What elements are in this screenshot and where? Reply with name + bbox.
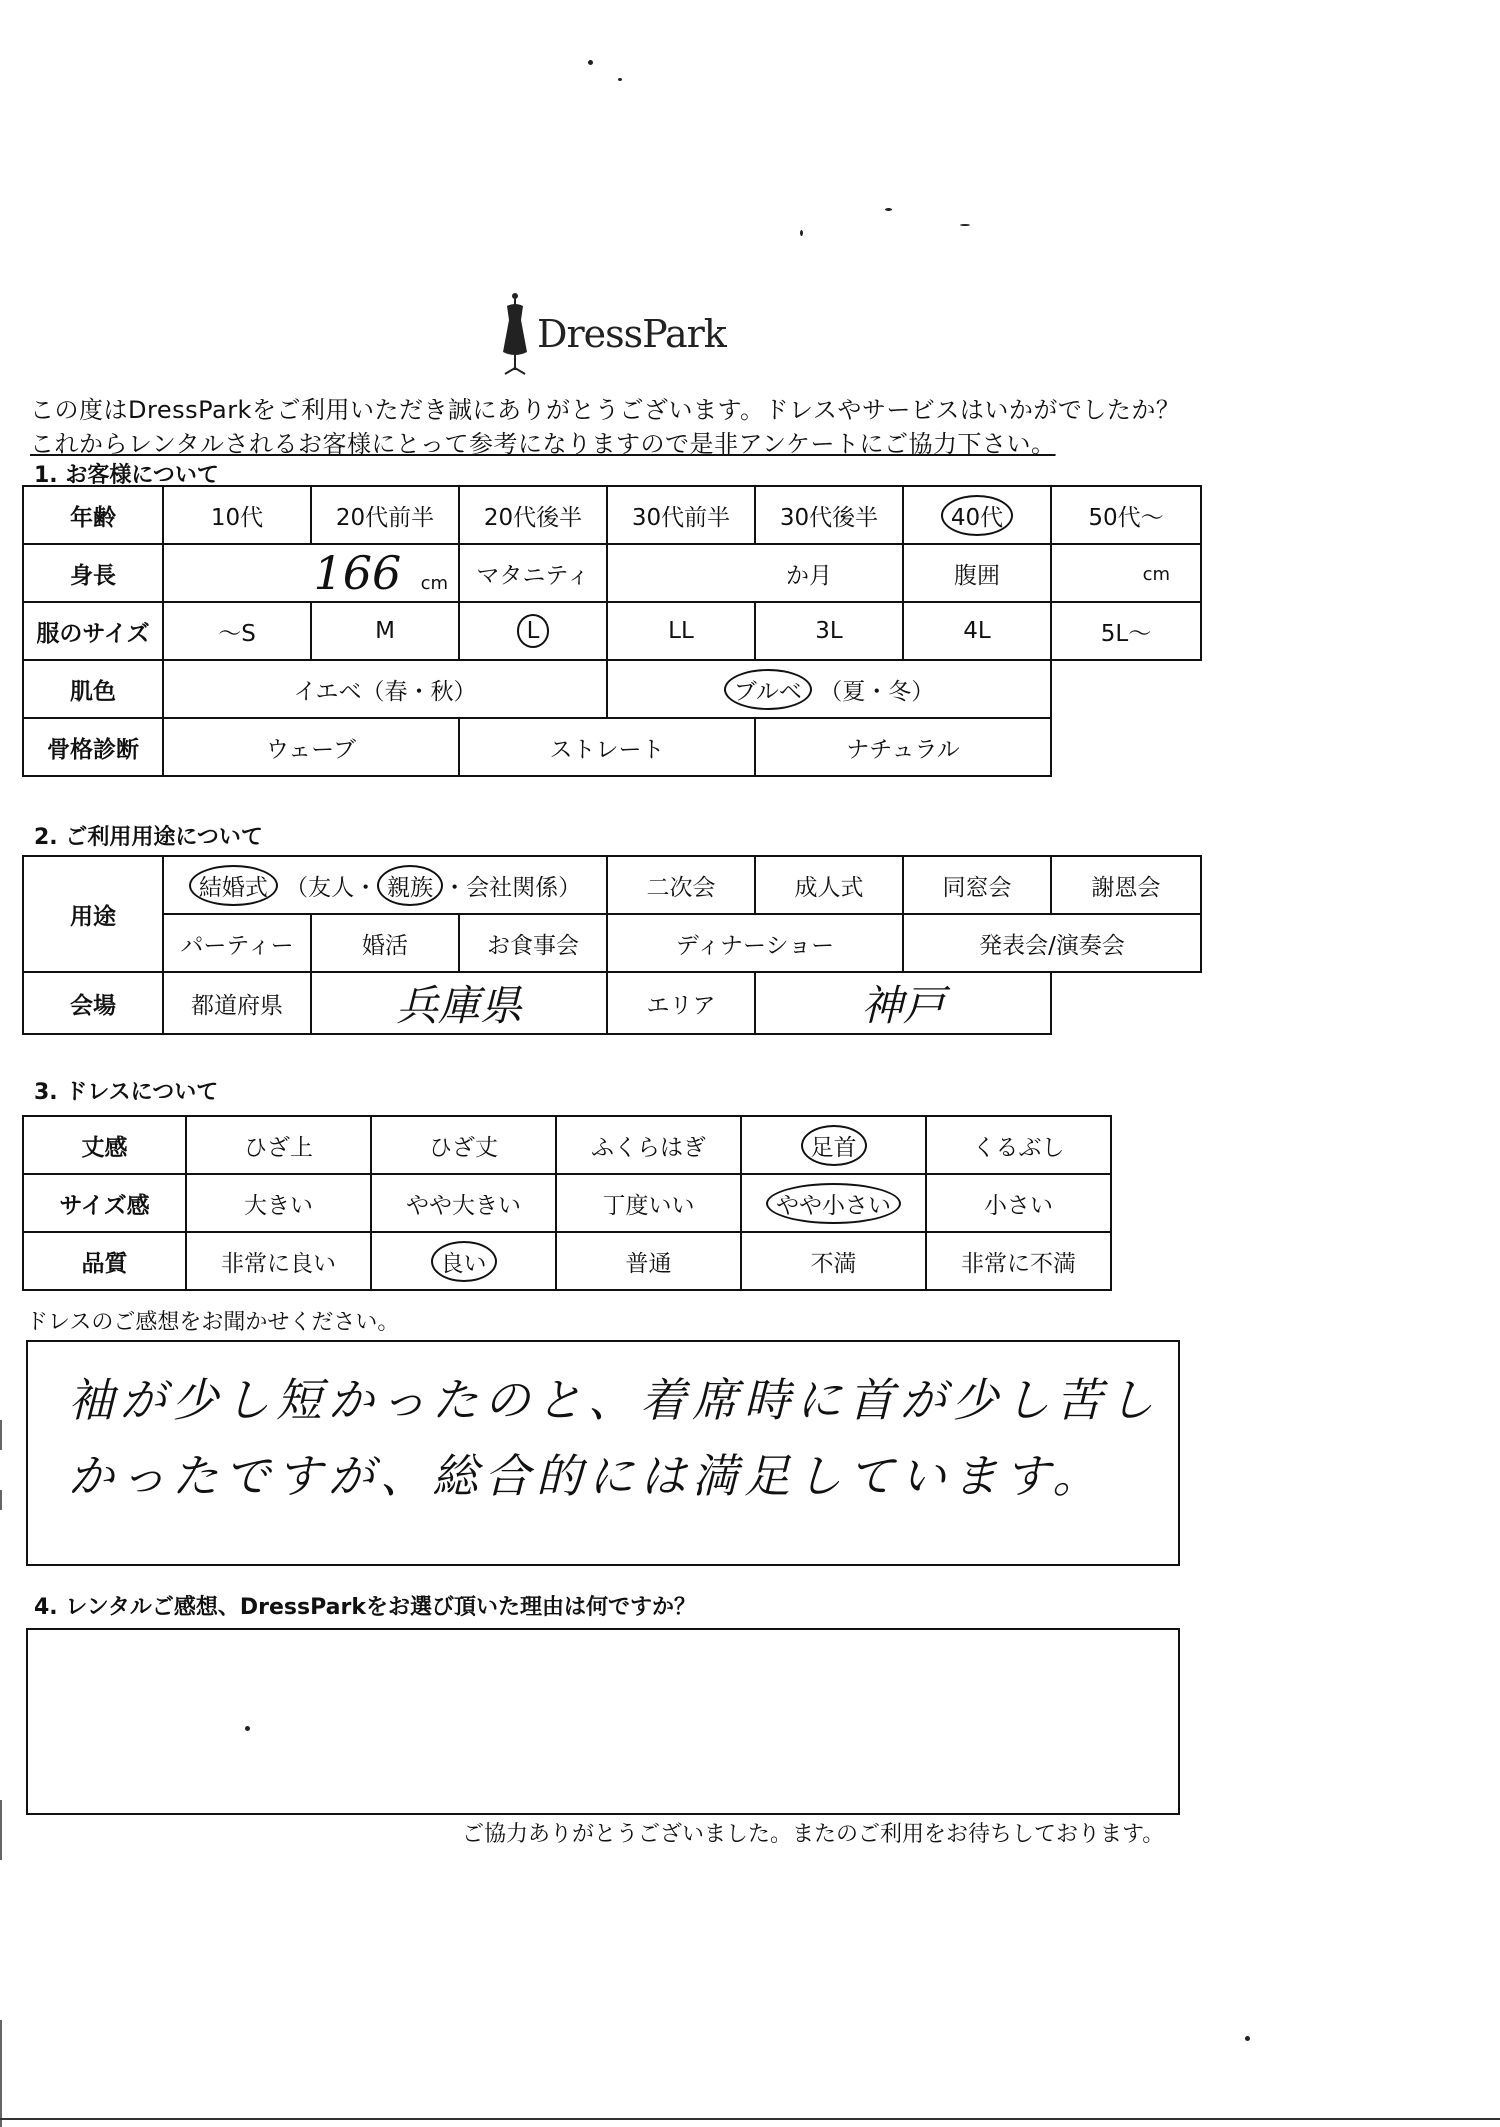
comment-line-2: かったですが、総合的には満足しています。 bbox=[68, 1449, 1105, 1503]
skin-blue-seasons: （夏・冬） bbox=[819, 678, 935, 705]
purpose-wedding[interactable] bbox=[163, 856, 607, 914]
height-value: 166 bbox=[313, 546, 402, 600]
body-type-option[interactable]: ナチュラル bbox=[755, 718, 1051, 776]
selection-circle: ブルベ bbox=[724, 669, 812, 710]
length-option[interactable]: くるぶし bbox=[926, 1116, 1111, 1174]
dress-table bbox=[22, 1115, 1112, 1291]
maternity-months-field[interactable] bbox=[607, 544, 903, 602]
purpose-option[interactable]: 二次会 bbox=[607, 856, 755, 914]
size-option[interactable]: 3L bbox=[755, 602, 903, 660]
scan-speck bbox=[1245, 2036, 1250, 2041]
purpose-option[interactable]: 謝恩会 bbox=[1051, 856, 1201, 914]
purpose-row-2 bbox=[23, 914, 1201, 972]
age-option[interactable]: 20代後半 bbox=[459, 486, 607, 544]
size-option-selected[interactable] bbox=[459, 602, 607, 660]
scan-speck bbox=[885, 208, 892, 211]
prefecture-field[interactable] bbox=[311, 972, 607, 1034]
fit-label: サイズ感 bbox=[23, 1174, 186, 1232]
purpose-option[interactable]: お食事会 bbox=[459, 914, 607, 972]
size-option[interactable]: 4L bbox=[903, 602, 1051, 660]
empty-cell bbox=[1051, 718, 1201, 776]
venue-row bbox=[23, 972, 1201, 1034]
waist-unit: cm bbox=[1142, 564, 1170, 585]
selection-circle: やや小さい bbox=[766, 1183, 901, 1224]
height-row bbox=[23, 544, 1201, 602]
body-type-option[interactable]: ウェーブ bbox=[163, 718, 459, 776]
age-option[interactable]: 20代前半 bbox=[311, 486, 459, 544]
scan-edge-mark bbox=[0, 1490, 2, 1510]
purpose-option[interactable]: 婚活 bbox=[311, 914, 459, 972]
fit-option[interactable]: 大きい bbox=[186, 1174, 371, 1232]
skin-yellow-base[interactable]: イエベ（春・秋） bbox=[163, 660, 607, 718]
size-row bbox=[23, 602, 1201, 660]
purpose-option[interactable]: 発表会/演奏会 bbox=[903, 914, 1201, 972]
height-label: 身長 bbox=[23, 544, 163, 602]
size-option[interactable]: M bbox=[311, 602, 459, 660]
age-option[interactable]: 30代後半 bbox=[755, 486, 903, 544]
section-3-title: 3. ドレスについて bbox=[34, 1080, 219, 1105]
fit-row bbox=[23, 1174, 1111, 1232]
area-field[interactable] bbox=[755, 972, 1051, 1034]
height-unit: cm bbox=[420, 573, 448, 594]
intro-line-2: これからレンタルされるお客様にとって参考になりますので是非アンケートにご協力下さい。 bbox=[30, 430, 1056, 458]
area-label: エリア bbox=[607, 972, 755, 1034]
brand-name: DressPark bbox=[537, 312, 726, 356]
section-1-title: 1. お客様について bbox=[34, 463, 219, 488]
body-type-label: 骨格診断 bbox=[23, 718, 163, 776]
fit-option[interactable]: 小さい bbox=[926, 1174, 1111, 1232]
fit-option[interactable]: やや大きい bbox=[371, 1174, 556, 1232]
size-option[interactable]: 〜S bbox=[163, 602, 311, 660]
rental-feedback-box[interactable] bbox=[26, 1628, 1180, 1815]
length-label: 丈感 bbox=[23, 1116, 186, 1174]
scan-speck bbox=[960, 224, 970, 226]
age-option[interactable]: 10代 bbox=[163, 486, 311, 544]
intro-line-1: この度はDressParkをご利用いただき誠にありがとうございます。ドレスやサービスはいかがでしたか？ bbox=[30, 396, 1181, 424]
wedding-detail: ・会社関係） bbox=[443, 874, 582, 901]
age-row bbox=[23, 486, 1201, 544]
scan-speck bbox=[618, 78, 622, 81]
selection-circle: 40代 bbox=[941, 495, 1013, 536]
wedding-detail: （友人・ bbox=[285, 874, 378, 901]
section-2-title: 2. ご利用用途について bbox=[34, 825, 263, 850]
age-option-selected[interactable] bbox=[903, 486, 1051, 544]
prefecture-value: 兵庫県 bbox=[395, 981, 522, 1030]
length-row bbox=[23, 1116, 1111, 1174]
age-option[interactable]: 30代前半 bbox=[607, 486, 755, 544]
quality-option-selected[interactable] bbox=[371, 1232, 556, 1290]
length-option[interactable]: ひざ丈 bbox=[371, 1116, 556, 1174]
brand-logo bbox=[495, 290, 755, 380]
maternity-label: マタニティ bbox=[459, 544, 607, 602]
scan-speck bbox=[800, 230, 803, 236]
dress-form-icon bbox=[495, 290, 535, 380]
scan-speck bbox=[588, 60, 593, 65]
comment-box[interactable] bbox=[26, 1340, 1180, 1566]
size-label: 服のサイズ bbox=[23, 602, 163, 660]
quality-option[interactable]: 非常に良い bbox=[186, 1232, 371, 1290]
quality-label: 品質 bbox=[23, 1232, 186, 1290]
empty-cell bbox=[1051, 660, 1201, 718]
waist-label: 腹囲 bbox=[903, 544, 1051, 602]
purpose-label: 用途 bbox=[23, 856, 163, 972]
comment-prompt: ドレスのご感想をお聞かせください。 bbox=[26, 1310, 400, 1335]
selection-circle: 足首 bbox=[801, 1125, 867, 1166]
age-label: 年齢 bbox=[23, 486, 163, 544]
skin-blue-base[interactable] bbox=[607, 660, 1051, 718]
venue-label: 会場 bbox=[23, 972, 163, 1034]
purpose-option[interactable]: 成人式 bbox=[755, 856, 903, 914]
length-option-selected[interactable] bbox=[741, 1116, 926, 1174]
usage-table bbox=[22, 855, 1202, 1035]
scan-edge-mark bbox=[0, 1420, 2, 1450]
closing-message: ご協力ありがとうございました。またのご利用をお待ちしております。 bbox=[462, 1822, 1165, 1847]
length-option[interactable]: ひざ上 bbox=[186, 1116, 371, 1174]
quality-row bbox=[23, 1232, 1111, 1290]
waist-field[interactable] bbox=[1051, 544, 1201, 602]
selection-circle: L bbox=[517, 614, 550, 648]
comment-line-1: 袖が少し短かったのと、着席時に首が少し苦し bbox=[68, 1373, 1160, 1427]
area-value: 神戸 bbox=[860, 981, 945, 1030]
purpose-option[interactable]: ディナーショー bbox=[607, 914, 903, 972]
bottom-edge-line bbox=[0, 2118, 1500, 2120]
skin-row bbox=[23, 660, 1201, 718]
selection-circle: 結婚式 bbox=[189, 865, 278, 906]
size-option[interactable]: 5L〜 bbox=[1051, 602, 1201, 660]
empty-cell bbox=[1051, 972, 1201, 1034]
months-label: か月 bbox=[786, 562, 832, 589]
body-type-row bbox=[23, 718, 1201, 776]
prefecture-label: 都道府県 bbox=[163, 972, 311, 1034]
section-4-title: 4. レンタルご感想、DressParkをお選び頂いた理由は何ですか？ bbox=[34, 1595, 696, 1620]
body-type-option[interactable]: ストレート bbox=[459, 718, 755, 776]
customer-info-table bbox=[22, 485, 1202, 777]
purpose-row-1 bbox=[23, 856, 1201, 914]
skin-label: 肌色 bbox=[23, 660, 163, 718]
quality-option[interactable]: 普通 bbox=[556, 1232, 741, 1290]
purpose-option[interactable]: パーティー bbox=[163, 914, 311, 972]
scan-edge-mark bbox=[0, 1800, 2, 1860]
quality-option[interactable]: 非常に不満 bbox=[926, 1232, 1111, 1290]
selection-circle: 親族 bbox=[377, 865, 443, 906]
height-field[interactable] bbox=[163, 544, 459, 602]
purpose-option[interactable]: 同窓会 bbox=[903, 856, 1051, 914]
size-option[interactable]: LL bbox=[607, 602, 755, 660]
selection-circle: 良い bbox=[431, 1241, 497, 1282]
length-option[interactable]: ふくらはぎ bbox=[556, 1116, 741, 1174]
fit-option-selected[interactable] bbox=[741, 1174, 926, 1232]
age-option[interactable]: 50代〜 bbox=[1051, 486, 1201, 544]
quality-option[interactable]: 不満 bbox=[741, 1232, 926, 1290]
scan-edge-mark bbox=[0, 2020, 2, 2127]
fit-option[interactable]: 丁度いい bbox=[556, 1174, 741, 1232]
